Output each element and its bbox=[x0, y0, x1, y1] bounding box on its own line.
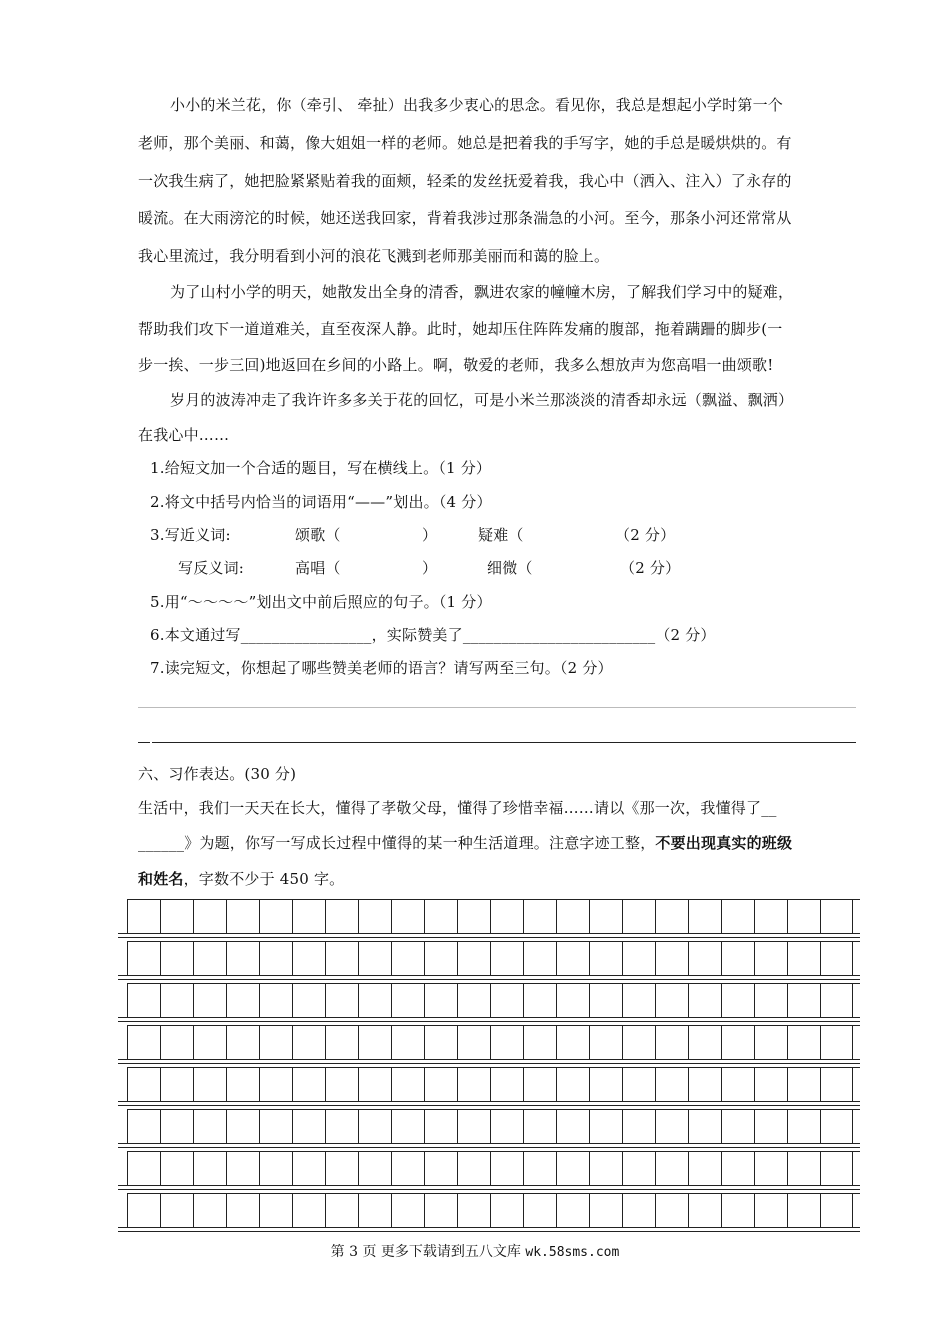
synonym-word-2: 疑难（ bbox=[478, 526, 524, 544]
grid-cell[interactable] bbox=[721, 983, 754, 1017]
grid-cell[interactable] bbox=[292, 899, 325, 933]
grid-cell[interactable] bbox=[490, 1025, 523, 1059]
question-5: 5.用“～～～～”划出文中前后照应的句子。（1 分） bbox=[150, 593, 492, 611]
grid-cell[interactable] bbox=[292, 1151, 325, 1185]
passage-line: 步一挨、一步三回)地返回在乡间的小路上。啊，敬爱的老师，我多么想放声为您高唱一曲颂歌! bbox=[138, 356, 774, 374]
grid-cell[interactable] bbox=[226, 1109, 259, 1143]
grid-cell[interactable] bbox=[391, 1151, 424, 1185]
grid-cell[interactable] bbox=[589, 899, 622, 933]
essay-prompt-text: ______》为题，你写一写成长过程中懂得的某一种生活道理。注意字迹工整， bbox=[138, 834, 656, 852]
passage-line: 帮助我们攻下一道道难关，直至夜深人静。此时，她却压住阵阵发痛的腹部，拖着蹒跚的脚步(一 bbox=[138, 320, 783, 338]
grid-cell[interactable] bbox=[688, 1109, 721, 1143]
grid-cell[interactable] bbox=[325, 941, 358, 975]
grid-cell[interactable] bbox=[754, 941, 787, 975]
grid-cell[interactable] bbox=[193, 1109, 226, 1143]
grid-cell[interactable] bbox=[787, 899, 820, 933]
grid-cell[interactable] bbox=[391, 1025, 424, 1059]
passage-line: 一次我生病了，她把脸紧紧贴着我的面颊，轻柔的发丝抚爱着我，我心中（洒入、注入）了永存的 bbox=[138, 172, 792, 190]
grid-cell[interactable] bbox=[391, 1109, 424, 1143]
question-7: 7.读完短文，你想起了哪些赞美老师的语言？请写两至三句。（2 分） bbox=[150, 659, 613, 677]
grid-cell[interactable] bbox=[556, 1025, 589, 1059]
grid-cell[interactable] bbox=[556, 983, 589, 1017]
grid-cell[interactable] bbox=[589, 941, 622, 975]
grid-cell[interactable] bbox=[820, 941, 853, 975]
grid-cell[interactable] bbox=[589, 1151, 622, 1185]
grid-cell[interactable] bbox=[325, 1109, 358, 1143]
grid-cell[interactable] bbox=[358, 983, 391, 1017]
grid-cell[interactable] bbox=[391, 899, 424, 933]
grid-cell[interactable] bbox=[325, 1151, 358, 1185]
grid-cell[interactable] bbox=[622, 1193, 655, 1227]
synonym-score: （2 分） bbox=[615, 526, 676, 544]
grid-cell[interactable] bbox=[193, 983, 226, 1017]
grid-cell[interactable] bbox=[820, 983, 853, 1017]
grid-cell[interactable] bbox=[292, 1025, 325, 1059]
grid-cell[interactable] bbox=[721, 899, 754, 933]
grid-cell[interactable] bbox=[127, 1025, 160, 1059]
passage-line: 在我心中…… bbox=[138, 426, 230, 444]
grid-cell[interactable] bbox=[523, 983, 556, 1017]
grid-cell[interactable] bbox=[820, 1193, 853, 1227]
question-6: 6.本文通过写_________________，实际赞美了_________________________（2 分） bbox=[150, 626, 716, 644]
grid-cell[interactable] bbox=[688, 899, 721, 933]
grid-cell[interactable] bbox=[754, 1193, 787, 1227]
grid-cell[interactable] bbox=[655, 899, 688, 933]
grid-cell[interactable] bbox=[292, 983, 325, 1017]
grid-cell[interactable] bbox=[490, 1109, 523, 1143]
grid-cell[interactable] bbox=[688, 983, 721, 1017]
grid-cell[interactable] bbox=[721, 1151, 754, 1185]
grid-cell[interactable] bbox=[193, 941, 226, 975]
grid-cell[interactable] bbox=[622, 1025, 655, 1059]
grid-cell[interactable] bbox=[127, 1067, 160, 1101]
grid-cell[interactable] bbox=[292, 1109, 325, 1143]
grid-cell[interactable] bbox=[556, 1151, 589, 1185]
grid-cell[interactable] bbox=[589, 983, 622, 1017]
passage-line: 暖流。在大雨滂沱的时候，她还送我回家，背着我涉过那条湍急的小河。至今，那条小河还常常从 bbox=[138, 209, 792, 227]
grid-cell[interactable] bbox=[259, 1109, 292, 1143]
passage-line: 为了山村小学的明天，她散发出全身的清香，飘进农家的幢幢木房，了解我们学习中的疑难， bbox=[170, 283, 794, 301]
grid-cell[interactable] bbox=[391, 1067, 424, 1101]
grid-cell[interactable] bbox=[787, 983, 820, 1017]
grid-cell[interactable] bbox=[424, 899, 457, 933]
grid-cell[interactable] bbox=[358, 1193, 391, 1227]
passage-line: 岁月的波涛冲走了我许许多多关于花的回忆，可是小米兰那淡淡的清香却永远（飘溢、飘洒） bbox=[170, 391, 794, 409]
grid-cell[interactable] bbox=[127, 899, 160, 933]
grid-cell[interactable] bbox=[787, 1067, 820, 1101]
grid-cell[interactable] bbox=[655, 1193, 688, 1227]
grid-cell[interactable] bbox=[721, 1193, 754, 1227]
grid-cell[interactable] bbox=[424, 1109, 457, 1143]
grid-cell[interactable] bbox=[457, 1151, 490, 1185]
grid-cell[interactable] bbox=[556, 1067, 589, 1101]
grid-cell[interactable] bbox=[787, 1109, 820, 1143]
grid-cell[interactable] bbox=[490, 1067, 523, 1101]
grid-cell[interactable] bbox=[127, 983, 160, 1017]
grid-cell[interactable] bbox=[259, 1025, 292, 1059]
grid-cell[interactable] bbox=[160, 1025, 193, 1059]
grid-cell[interactable] bbox=[193, 1151, 226, 1185]
grid-cell[interactable] bbox=[754, 1067, 787, 1101]
grid-cell[interactable] bbox=[259, 899, 292, 933]
grid-cell[interactable] bbox=[226, 899, 259, 933]
answer-line bbox=[138, 707, 856, 708]
section-6-title: 六、习作表达。(30 分) bbox=[138, 765, 297, 783]
grid-cell[interactable] bbox=[424, 983, 457, 1017]
grid-cell[interactable] bbox=[193, 899, 226, 933]
answer-line bbox=[138, 742, 150, 743]
grid-cell[interactable] bbox=[622, 899, 655, 933]
grid-cell[interactable] bbox=[490, 1151, 523, 1185]
grid-row bbox=[118, 1109, 860, 1143]
grid-cell[interactable] bbox=[622, 1151, 655, 1185]
grid-cell[interactable] bbox=[457, 899, 490, 933]
grid-cell[interactable] bbox=[556, 899, 589, 933]
grid-cell[interactable] bbox=[358, 1151, 391, 1185]
grid-cell[interactable] bbox=[622, 1067, 655, 1101]
grid-cell[interactable] bbox=[820, 899, 853, 933]
grid-cell[interactable] bbox=[160, 899, 193, 933]
passage-line: 老师，那个美丽、和蔼，像大姐姐一样的老师。她总是把着我的手写字，她的手总是暖烘烘的。有 bbox=[138, 134, 792, 152]
grid-cell[interactable] bbox=[721, 1109, 754, 1143]
grid-cell[interactable] bbox=[226, 1025, 259, 1059]
antonym-word-1: 高唱（ bbox=[295, 559, 341, 577]
grid-cell[interactable] bbox=[127, 1193, 160, 1227]
grid-row bbox=[118, 1067, 860, 1101]
grid-cell[interactable] bbox=[721, 941, 754, 975]
grid-cell[interactable] bbox=[424, 1067, 457, 1101]
grid-cell[interactable] bbox=[160, 1109, 193, 1143]
grid-cell[interactable] bbox=[127, 1151, 160, 1185]
grid-cell[interactable] bbox=[457, 941, 490, 975]
grid-row bbox=[118, 983, 860, 1017]
grid-cell[interactable] bbox=[655, 1025, 688, 1059]
grid-cell[interactable] bbox=[292, 1067, 325, 1101]
grid-cell[interactable] bbox=[820, 1109, 853, 1143]
grid-cell[interactable] bbox=[787, 1193, 820, 1227]
question-2: 2.将文中括号内恰当的词语用“——”划出。（4 分） bbox=[150, 493, 492, 511]
grid-cell[interactable] bbox=[655, 983, 688, 1017]
grid-cell[interactable] bbox=[820, 1025, 853, 1059]
grid-cell[interactable] bbox=[688, 1151, 721, 1185]
grid-cell[interactable] bbox=[754, 1151, 787, 1185]
grid-cell[interactable] bbox=[160, 1151, 193, 1185]
grid-cell[interactable] bbox=[556, 1109, 589, 1143]
answer-line bbox=[152, 742, 856, 743]
grid-cell[interactable] bbox=[490, 1193, 523, 1227]
grid-cell[interactable] bbox=[358, 1067, 391, 1101]
grid-cell[interactable] bbox=[193, 1193, 226, 1227]
grid-row bbox=[118, 899, 860, 933]
grid-cell[interactable] bbox=[325, 1025, 358, 1059]
question-4-label: 写反义词: bbox=[178, 559, 245, 577]
grid-cell[interactable] bbox=[721, 1025, 754, 1059]
grid-cell[interactable] bbox=[457, 1067, 490, 1101]
grid-cell[interactable] bbox=[787, 1025, 820, 1059]
grid-cell[interactable] bbox=[160, 1067, 193, 1101]
footer-page: 第 3 页 更多下载请到五八文库 bbox=[330, 1244, 521, 1260]
grid-cell[interactable] bbox=[226, 1193, 259, 1227]
grid-cell[interactable] bbox=[259, 1193, 292, 1227]
page-footer bbox=[0, 1241, 950, 1261]
grid-row bbox=[118, 1193, 860, 1227]
essay-warning: 和姓名 bbox=[138, 870, 184, 888]
grid-cell[interactable] bbox=[457, 983, 490, 1017]
grid-cell[interactable] bbox=[523, 1025, 556, 1059]
grid-cell[interactable] bbox=[523, 1109, 556, 1143]
essay-prompt-line: 生活中，我们一天天在长大，懂得了孝敬父母，懂得了珍惜幸福……请以《那一次，我懂得了__ bbox=[138, 799, 777, 817]
bracket-close: ） bbox=[422, 526, 438, 544]
bracket-close: ） bbox=[422, 559, 438, 577]
grid-cell[interactable] bbox=[523, 1151, 556, 1185]
antonym-word-2: 细微（ bbox=[487, 559, 533, 577]
grid-cell[interactable] bbox=[325, 1067, 358, 1101]
passage-line: 小小的米兰花，你（牵引、 牵扯）出我多少衷心的思念。看见你，我总是想起小学时第一个 bbox=[170, 96, 783, 114]
grid-cell[interactable] bbox=[226, 941, 259, 975]
grid-cell[interactable] bbox=[457, 1109, 490, 1143]
grid-cell[interactable] bbox=[523, 1193, 556, 1227]
grid-cell[interactable] bbox=[820, 1067, 853, 1101]
grid-cell[interactable] bbox=[292, 941, 325, 975]
essay-prompt-line bbox=[138, 868, 344, 889]
grid-cell[interactable] bbox=[754, 1109, 787, 1143]
grid-cell[interactable] bbox=[655, 941, 688, 975]
grid-cell[interactable] bbox=[754, 983, 787, 1017]
grid-cell[interactable] bbox=[325, 1193, 358, 1227]
grid-cell[interactable] bbox=[622, 941, 655, 975]
essay-warning: 不要出现真实的班级 bbox=[655, 834, 793, 852]
grid-cell[interactable] bbox=[226, 1151, 259, 1185]
essay-prompt-line bbox=[138, 832, 792, 853]
grid-cell[interactable] bbox=[490, 941, 523, 975]
grid-cell[interactable] bbox=[754, 1025, 787, 1059]
grid-cell[interactable] bbox=[424, 1025, 457, 1059]
grid-cell[interactable] bbox=[820, 1151, 853, 1185]
grid-cell[interactable] bbox=[127, 1109, 160, 1143]
grid-cell[interactable] bbox=[589, 1067, 622, 1101]
grid-cell[interactable] bbox=[424, 1151, 457, 1185]
footer-site: wk.58sms.com bbox=[525, 1245, 620, 1260]
grid-cell[interactable] bbox=[523, 1067, 556, 1101]
grid-cell[interactable] bbox=[160, 941, 193, 975]
grid-cell[interactable] bbox=[655, 1109, 688, 1143]
grid-cell[interactable] bbox=[754, 899, 787, 933]
question-3-label: 3.写近义词: bbox=[150, 526, 231, 544]
grid-cell[interactable] bbox=[523, 899, 556, 933]
grid-cell[interactable] bbox=[457, 1025, 490, 1059]
grid-cell[interactable] bbox=[358, 941, 391, 975]
grid-cell[interactable] bbox=[358, 1109, 391, 1143]
grid-cell[interactable] bbox=[787, 941, 820, 975]
grid-cell[interactable] bbox=[424, 941, 457, 975]
antonym-score: （2 分） bbox=[620, 559, 681, 577]
grid-cell[interactable] bbox=[259, 941, 292, 975]
grid-cell[interactable] bbox=[424, 1193, 457, 1227]
passage-line: 我心里流过，我分明看到小河的浪花飞溅到老师那美丽而和蔼的脸上。 bbox=[138, 247, 610, 265]
grid-cell[interactable] bbox=[490, 899, 523, 933]
grid-cell[interactable] bbox=[259, 983, 292, 1017]
grid-row bbox=[118, 1025, 860, 1059]
grid-cell[interactable] bbox=[391, 983, 424, 1017]
grid-cell[interactable] bbox=[622, 983, 655, 1017]
grid-cell[interactable] bbox=[358, 1025, 391, 1059]
grid-cell[interactable] bbox=[292, 1193, 325, 1227]
grid-cell[interactable] bbox=[688, 1067, 721, 1101]
grid-cell[interactable] bbox=[589, 1193, 622, 1227]
grid-cell[interactable] bbox=[589, 1025, 622, 1059]
grid-cell[interactable] bbox=[391, 1193, 424, 1227]
grid-row bbox=[118, 1151, 860, 1185]
grid-cell[interactable] bbox=[226, 1067, 259, 1101]
grid-cell[interactable] bbox=[457, 1193, 490, 1227]
grid-cell[interactable] bbox=[193, 1025, 226, 1059]
grid-cell[interactable] bbox=[259, 1067, 292, 1101]
grid-cell[interactable] bbox=[325, 899, 358, 933]
grid-cell[interactable] bbox=[325, 983, 358, 1017]
synonym-word-1: 颂歌（ bbox=[295, 526, 341, 544]
grid-cell[interactable] bbox=[688, 1193, 721, 1227]
grid-row bbox=[118, 941, 860, 975]
grid-cell[interactable] bbox=[160, 1193, 193, 1227]
grid-cell[interactable] bbox=[160, 983, 193, 1017]
grid-cell[interactable] bbox=[688, 941, 721, 975]
grid-cell[interactable] bbox=[655, 1151, 688, 1185]
grid-cell[interactable] bbox=[358, 899, 391, 933]
grid-cell[interactable] bbox=[556, 941, 589, 975]
grid-cell[interactable] bbox=[688, 1025, 721, 1059]
grid-cell[interactable] bbox=[655, 1067, 688, 1101]
essay-prompt-text: ，字数不少于 450 字。 bbox=[183, 870, 345, 888]
grid-cell[interactable] bbox=[787, 1151, 820, 1185]
grid-cell[interactable] bbox=[556, 1193, 589, 1227]
grid-cell[interactable] bbox=[226, 983, 259, 1017]
grid-cell[interactable] bbox=[721, 1067, 754, 1101]
grid-cell[interactable] bbox=[259, 1151, 292, 1185]
grid-cell[interactable] bbox=[589, 1109, 622, 1143]
grid-cell[interactable] bbox=[490, 983, 523, 1017]
grid-cell[interactable] bbox=[193, 1067, 226, 1101]
grid-cell[interactable] bbox=[391, 941, 424, 975]
grid-cell[interactable] bbox=[523, 941, 556, 975]
question-1: 1.给短文加一个合适的题目，写在横线上。（1 分） bbox=[150, 459, 492, 477]
grid-cell[interactable] bbox=[622, 1109, 655, 1143]
grid-cell[interactable] bbox=[127, 941, 160, 975]
